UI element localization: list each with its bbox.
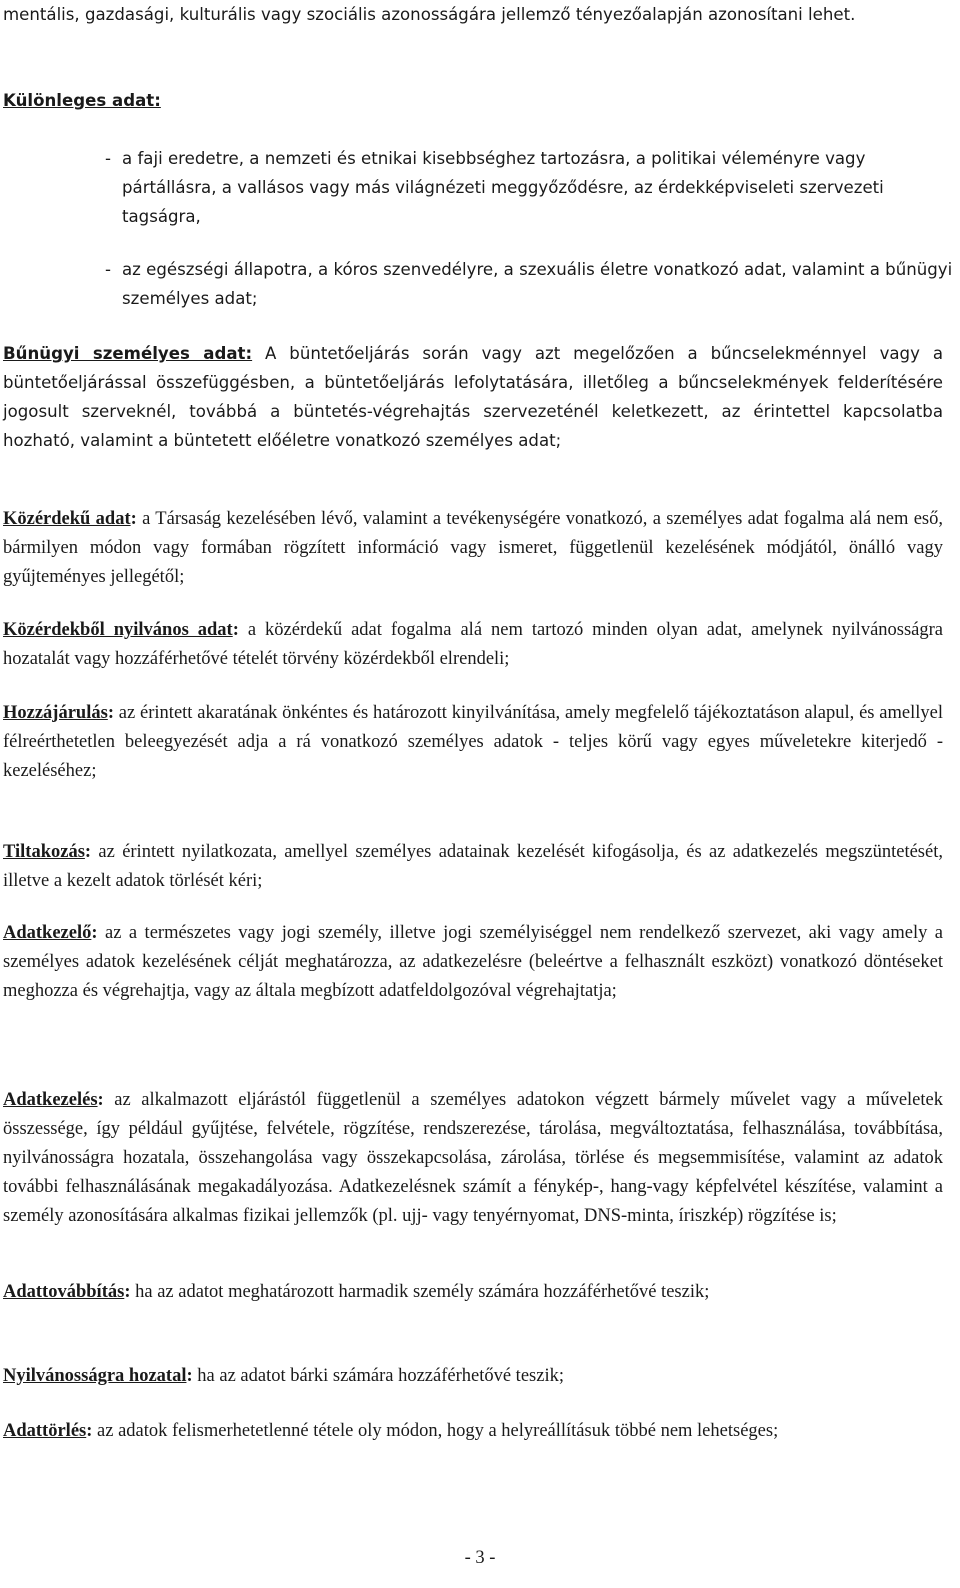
definition-body: a Társaság kezelésében lévő, valamint a tevékenységére vonatkozó, a személyes adat fogalma alá nem eső, bármilyen módon vagy formában rögzített információ vagy ismeret, függetlenül kezelésének módjától, önálló vagy gyűjteményes jellegétől; [3, 509, 943, 587]
definition-term: Tiltakozás [3, 842, 85, 862]
definition-colon: : [124, 1282, 131, 1302]
page-number: - 3 - [464, 1548, 496, 1568]
definition-kozerdekbol [3, 616, 943, 674]
definition-body: az a természetes vagy jogi személy, illetve jogi személyiséggel nem rendelkező szervezet, aki vagy amely a személyes adatok kezelésének célját meghatározza, az adatkezelésre (beleértve a felhasznált eszközt) vonatkozó döntéseket meghozza és végrehajtja, vagy az általa megbízott adatfeldolgozóval végrehajtatja; [3, 923, 943, 1001]
definition-body: az érintett nyilatkozata, amellyel személyes adatainak kezelését kifogásolja, és az adatkezelés megszüntetését, illetve a kezelt adatok törlését kéri; [3, 842, 943, 891]
definition-term: Nyilvánosságra hozatal [3, 1366, 187, 1386]
definition-body: az alkalmazott eljárástól függetlenül a személyes adatokon végzett bármely művelet vagy a műveletek összessége, így például gyűjtése, felvétele, rögzítése, rendszerezése, tárolása, megváltoztatása, felhasználása, továbbítása, nyilvánosságra hozatala, összehangolása vagy összekapcsolása, zárolása, törlése és megsemmisítése, valamint az adatok további felhasználásának megakadályozása. Adatkezelésnek számít a fénykép-, hang-vagy képfelvétel készítése, valamint a személy azonosítására alkalmas fizikai jellemzők (pl. ujj- vagy tenyérnyomat, DNS-minta, íriszkép) rögzítése is; [3, 1090, 943, 1226]
bullet-dash: - [105, 149, 111, 168]
definition-colon: : [232, 620, 239, 640]
definition-body: ha az adatot meghatározott harmadik személy számára hozzáférhetővé teszik; [130, 1282, 710, 1302]
definition-colon: : [91, 923, 98, 943]
definition-body: A büntetőeljárás során vagy azt megelőzően a bűncselekménnyel vagy a büntetőeljárással összefüggésben, a büntetőeljárás lefolytatására, illetőleg a bűncselekmények felderítésére jogosult szerveknél, továbbá a büntetés-végrehajtás szervezeténél keletkezett, az érintettel kapcsolatba hozható, valamint a büntetett előéletre vonatkozó személyes adat; [3, 344, 943, 450]
definition-term: Adattörlés [3, 1421, 87, 1441]
definition-colon: : [86, 1421, 93, 1441]
intro-paragraph [3, 0, 943, 29]
definition-body: az adatok felismerhetetlenné tétele oly módon, hogy a helyreállításuk többé nem lehetséges; [92, 1421, 779, 1441]
definition-bunugyi [3, 339, 943, 455]
definition-colon: : [107, 703, 114, 723]
definition-term: Adattovábbítás [3, 1282, 125, 1302]
bullet-text: a faji eredetre, a nemzeti és etnikai kisebbséghez tartozásra, a politikai véleményre vagy pártállásra, a vallásos vagy más világnézeti meggyőződésre, az érdekképviseleti szervezeti tagságra, [122, 149, 884, 226]
definition-colon: : [130, 509, 137, 529]
definition-adattovabbitas [3, 1278, 943, 1307]
definition-body: az érintett akaratának önkéntes és határozott kinyilvánítása, amely megfelelő tájékoztatáson alapul, és amellyel félreérthetetlen beleegyezését adja a rá vonatkozó személyes adatok - teljes körű vagy egyes műveletekre kiterjedő - kezeléséhez; [3, 703, 943, 781]
definition-body: a közérdekű adat fogalma alá nem tartozó minden olyan adat, amelynek nyilvánosságra hozatalát vagy hozzáférhetővé tételét törvény közérdekből elrendeli; [3, 620, 944, 669]
definition-term: Közérdekből nyilvános adat [3, 620, 233, 640]
definition-colon: : [186, 1366, 193, 1386]
definition-term: Adatkezelő [3, 923, 92, 943]
definition-adatkezelo [3, 919, 943, 1006]
special-data-heading-block [3, 86, 943, 115]
bullet-text: az egészségi állapotra, a kóros szenvedélyre, a szexuális életre vonatkozó adat, valamint a bűnügyi személyes adat; [122, 260, 953, 308]
bullet-dash: - [105, 260, 111, 279]
intro-text: mentális, gazdasági, kulturális vagy szociális azonosságára jellemző tényezőalapján azonosítani lehet. [3, 5, 856, 24]
definition-colon: : [84, 842, 92, 862]
definition-adattorles [3, 1417, 943, 1446]
definition-body: ha az adatot bárki számára hozzáférhetővé teszik; [192, 1366, 564, 1386]
special-data-heading: Különleges adat: [3, 91, 161, 110]
definition-term: Bűnügyi személyes adat: [3, 344, 253, 363]
definition-adatkezeles [3, 1086, 943, 1231]
definition-kozerdeku [3, 505, 943, 592]
definition-nyilvanossagra [3, 1362, 943, 1391]
definition-term: Adatkezelés [3, 1090, 98, 1110]
definition-term: Hozzájárulás [3, 703, 108, 723]
definition-tiltakozas [3, 838, 943, 896]
definition-hozzajarulas [3, 699, 943, 786]
definition-term: Közérdekű adat [3, 509, 131, 529]
definition-colon: : [97, 1090, 104, 1110]
